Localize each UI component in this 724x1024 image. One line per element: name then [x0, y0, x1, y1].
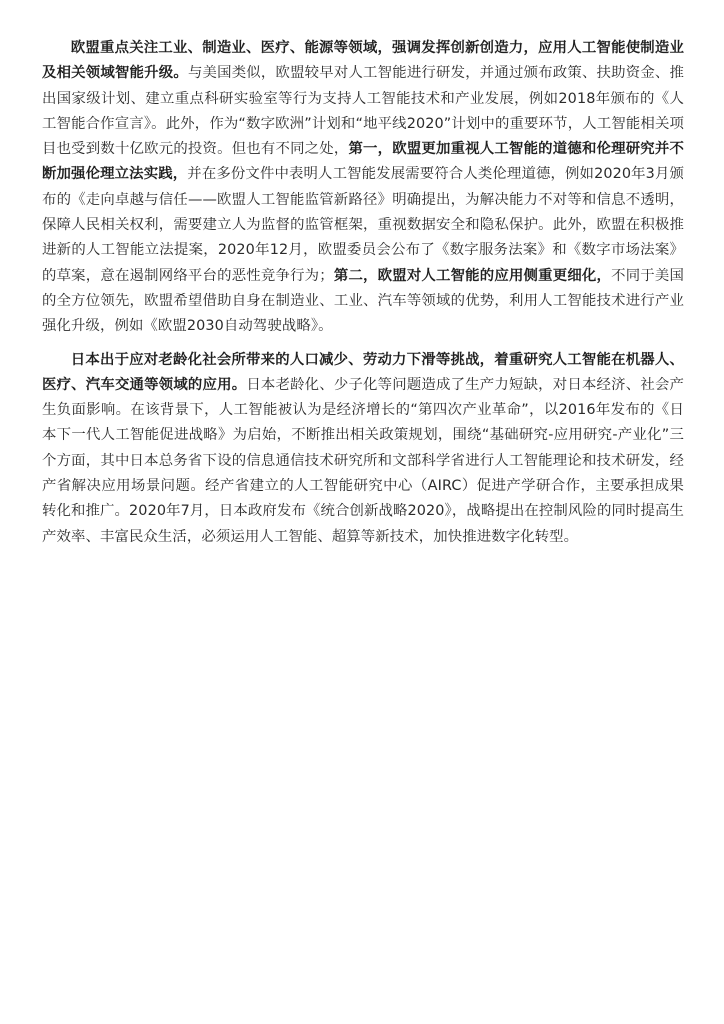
paragraph-japan [42, 348, 684, 550]
document-body [42, 36, 684, 558]
eu-point-one: 第一，欧盟更加重视人工智能的道德和伦理研究并不断加强伦理立法实践， [42, 141, 684, 183]
eu-point-two-detail: 不同于美国的全方位领先，欧盟希望借助自身在制造业、工业、汽车等领域的优势，利用人工智能技术进行产业强化升级，例如《欧盟2030自动驾驶战略》。 [42, 267, 684, 335]
japan-lead-sentence: 日本出于应对老龄化社会所带来的人口减少、劳动力下滑等挑战，着重研究人工智能在机器人、医疗、汽车交通等领域的应用。 [42, 351, 684, 393]
paragraph-eu [42, 36, 684, 340]
eu-point-two: 第二，欧盟对人工智能的应用侧重更细化， [333, 267, 612, 284]
eu-body-text: 与美国类似，欧盟较早对人工智能进行研发，并通过颁布政策、扶助资金、推出国家级计划、建立重点科研实验室等行为支持人工智能技术和产业发展，例如2018年颁布的《人工智能合作宣言》。此外，作为“数字欧洲”计划和“地平线2020”计划中的重要环节，人工智能相关项目也受到数十亿欧元的投资。但也有不同之处， [42, 65, 684, 158]
eu-lead-sentence: 欧盟重点关注工业、制造业、医疗、能源等领域，强调发挥创新创造力，应用人工智能使制造业及相关领域智能升级。 [42, 40, 684, 82]
japan-body-text: 日本老龄化、少子化等问题造成了生产力短缺，对日本经济、社会产生负面影响。在该背景下，人工智能被认为是经济增长的“第四次产业革命”，以2016年发布的《日本下一代人工智能促进战略》为启始，不断推出相关政策规划，围绕“基础研究-应用研究-产业化”三个方面，其中日本总务省下设的信息通信技术研究所和文部科学省进行人工智能理论和技术研发，经产省解决应用场景问题。经产省建立的人工智能研究中心（AIRC）促进产学研合作，主要承担成果转化和推广。2020年7月，日本政府发布《统合创新战略2020》，战略提出在控制风险的同时提高生产效率、丰富民众生活，必须运用人工智能、超算等新技术，加快推进数字化转型。 [42, 376, 684, 545]
eu-point-one-detail: 并在多份文件中表明人工智能发展需要符合人类伦理道德，例如2020年3月颁布的《走向卓越与信任——欧盟人工智能监管新路径》明确提出，为解决能力不对等和信息不透明，保障人民相关权利，需要建立人为监督的监管框架，重视数据安全和隐私保护。此外，欧盟在积极推进新的人工智能立法提案，2020年12月，欧盟委员会公布了《数字服务法案》和《数字市场法案》的草案，意在遏制网络平台的恶性竞争行为； [42, 166, 684, 284]
